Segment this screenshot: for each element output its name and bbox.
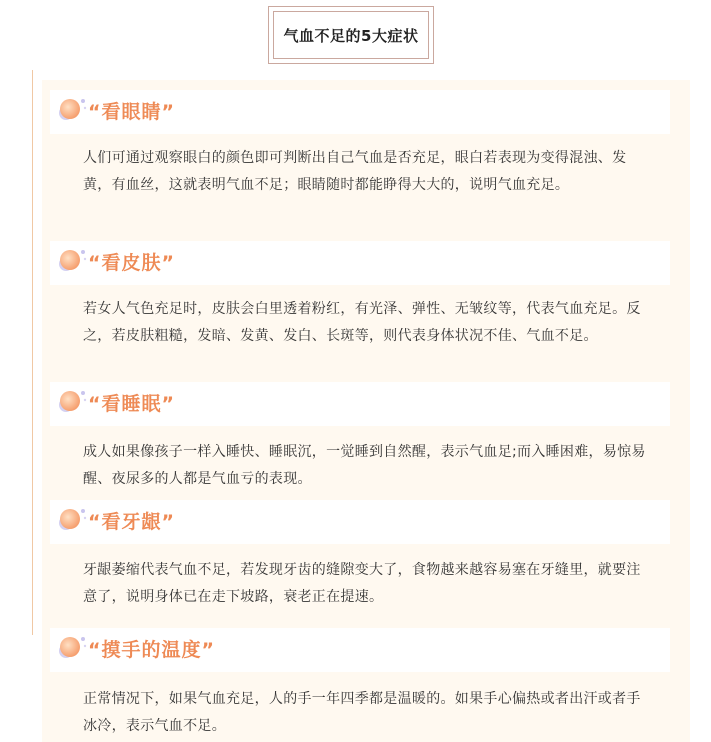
timeline-line [32,70,33,635]
page-title: 气血不足的5大症状 [283,26,419,45]
section-text-skin: 若女人气色充足时，皮肤会白里透着粉红，有光泽、弹性、无皱纹等，代表气血充足。反之，若皮肤粗糙，发暗、发黄、发白、长斑等，则代表身体状况不佳、气血不足。 [83,301,641,344]
section-heading: “看眼睛” [88,101,175,123]
title-box [268,6,434,64]
section-text-eyes: 人们可通过观察眼白的颜色即可判断出自己气血是否充足，眼白若表现为变得混浊、发黄，有血丝，这就表明气血不足；眼睛随时都能睁得大大的，说明气血充足。 [83,150,627,193]
section-heading: “摸手的温度” [88,639,215,661]
sun-orb-icon [52,246,88,276]
sun-orb-icon [52,387,88,417]
section-heading: “看睡眠” [88,393,175,415]
section-text-hand-temperature: 正常情况下，如果气血充足，人的手一年四季都是温暖的。如果手心偏热或者出汗或者手冰冷，表示气血不足。 [83,691,641,734]
section-header-skin [50,241,670,285]
section-text-sleep: 成人如果像孩子一样入睡快、睡眠沉，一觉睡到自然醒，表示气血足;而入睡困难，易惊易醒、夜尿多的人都是气血亏的表现。 [83,444,646,487]
sun-orb-icon [52,505,88,535]
section-text-gums: 牙龈萎缩代表气血不足，若发现牙齿的缝隙变大了，食物越来越容易塞在牙缝里，就要注意了，说明身体已在走下坡路，衰老正在提速。 [83,562,641,605]
sun-orb-icon [52,95,88,125]
title-inner-frame [273,11,429,59]
section-header-gums [50,500,670,544]
section-header-sleep [50,382,670,426]
section-heading: “看皮肤” [88,252,175,274]
section-header-eyes [50,90,670,134]
section-header-hand-temperature [50,628,670,672]
section-heading: “看牙龈” [88,511,175,533]
sun-orb-icon [52,633,88,663]
